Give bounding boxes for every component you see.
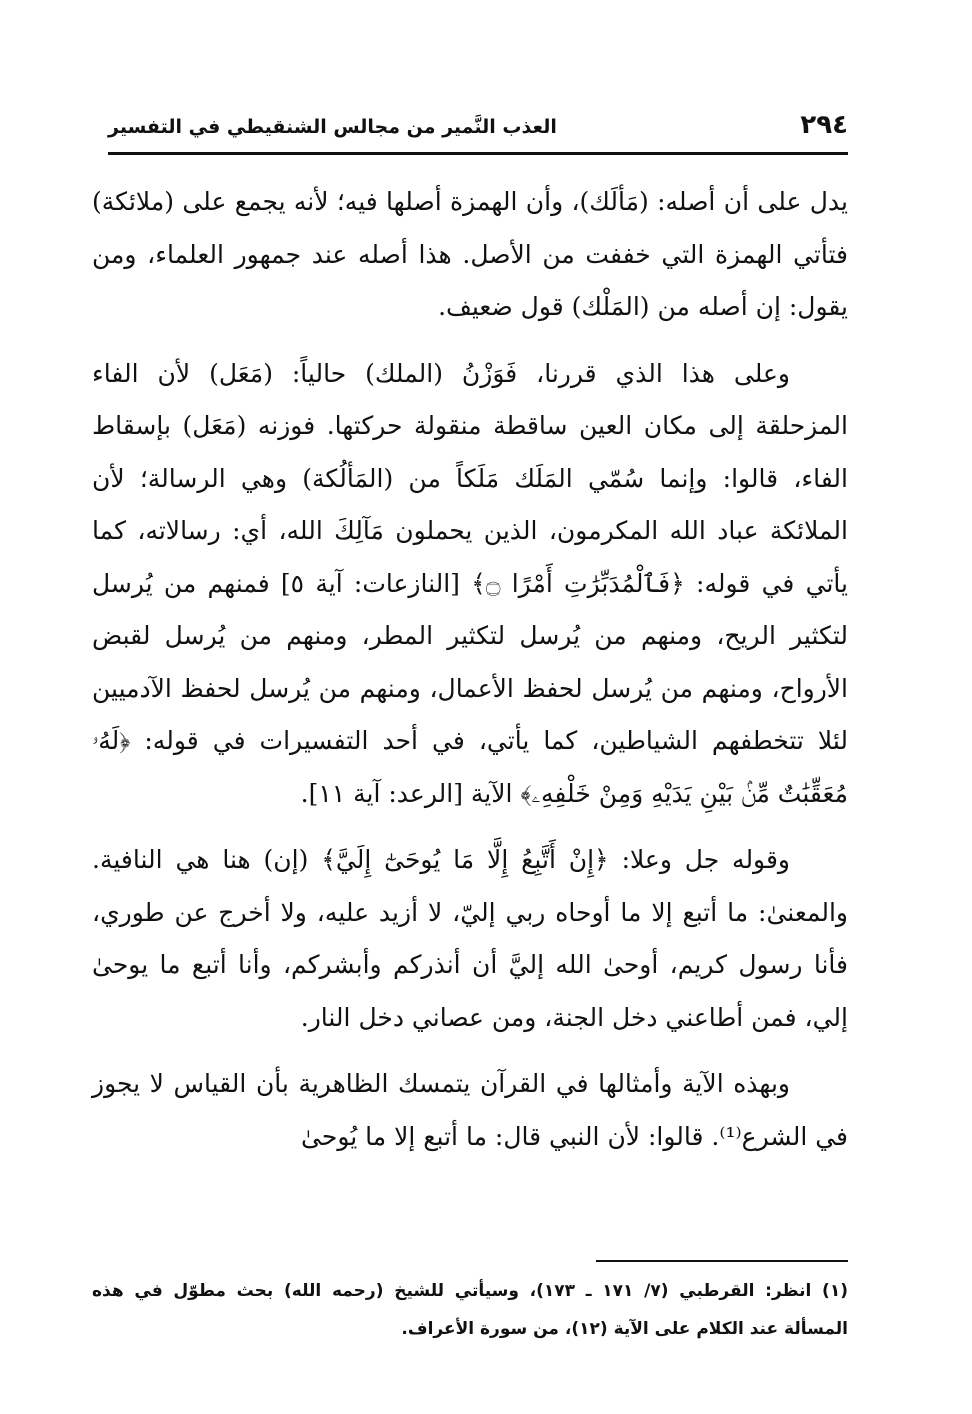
footnotes — [92, 1272, 848, 1348]
page-header — [108, 108, 848, 152]
paragraph-3: وقوله جل وعلا: ﴿إِنْ أَتَّبِعُ إِلَّا مَا يُوحَىٰٓ إِلَيَّ﴾ (إن) هنا هي النافية. والمعنىٰ: ما أتبع إلا ما أوحاه ربي إليّ، لا أزيد عليه، ولا أخرج عن طوري، فأنا رسول كريم، أوحىٰ الله إليَّ أن أنذركم وأبشركم، وأنا أتبع ما يوحىٰ إلي، فمن أطاعني دخل الجنة، ومن عصاني دخل النار. — [92, 845, 848, 1032]
footnote-divider — [596, 1260, 848, 1262]
body-text — [92, 176, 848, 1177]
paragraph-4: وبهذه الآية وأمثالها في القرآن يتمسك الظاهرية بأن القياس لا يجوز في الشرع⁽¹⁾. قالوا: لأن النبي قال: ما أتبع إلا ما يُوحىٰ — [92, 1069, 848, 1151]
paragraph-2: وعلى هذا الذي قررنا، فَوَزْنُ (الملك) حالياً: (مَعَل) لأن الفاء المزحلقة إلى مكان العين ساقطة منقولة حركتها. فوزنه (مَعَل) بإسقاط الفاء، قالوا: وإنما سُمّي المَلَك مَلَكاً من (المَألُكة) وهي الرسالة؛ لأن الملائكة عباد الله المكرمون، الذين يحملون مَآلِكَ الله، أي: رسالاته، كما يأتي في قوله: ﴿فَٱلْمُدَبِّرَٰتِ أَمْرًا ۝﴾ [النازعات: آية ٥] فمنهم من يُرسل لتكثير الريح، ومنهم من يُرسل لتكثير المطر، ومنهم من يُرسل لقبض الأرواح، ومنهم من يُرسل لحفظ الأعمال، ومنهم من يُرسل لحفظ الآدميين لئلا تتخطفهم الشياطين، كما يأتي، في أحد التفسيرات في قوله: ﴿لَهُۥ مُعَقِّبَٰتٌ مِّنۢ بَيْنِ يَدَيْهِ وَمِنْ خَلْفِهِۦ﴾ الآية [الرعد: آية ١١]. — [92, 358, 848, 808]
header-divider — [108, 152, 848, 155]
footnote-1: (١) انظر: القرطبي (٧/ ١٧١ ـ ١٧٣)، وسيأتي للشيخ (رحمه الله) بحث مطوّل في هذه المسألة عند الكلام على الآية (١٢)، من سورة الأعراف. — [92, 1281, 848, 1339]
running-title: العذب النَّمير من مجالس الشنقيطي في التفسير — [108, 116, 557, 138]
paragraph-1: يدل على أن أصله: (مَألَك)، وأن الهمزة أصلها فيه؛ لأنه يجمع على (ملائكة) فتأتي الهمزة التي خففت من الأصل. هذا أصله عند جمهور العلماء، ومن يقول: إن أصله من (المَلْك) قول ضعيف. — [92, 187, 848, 321]
page-number: ٢٩٤ — [800, 110, 848, 140]
